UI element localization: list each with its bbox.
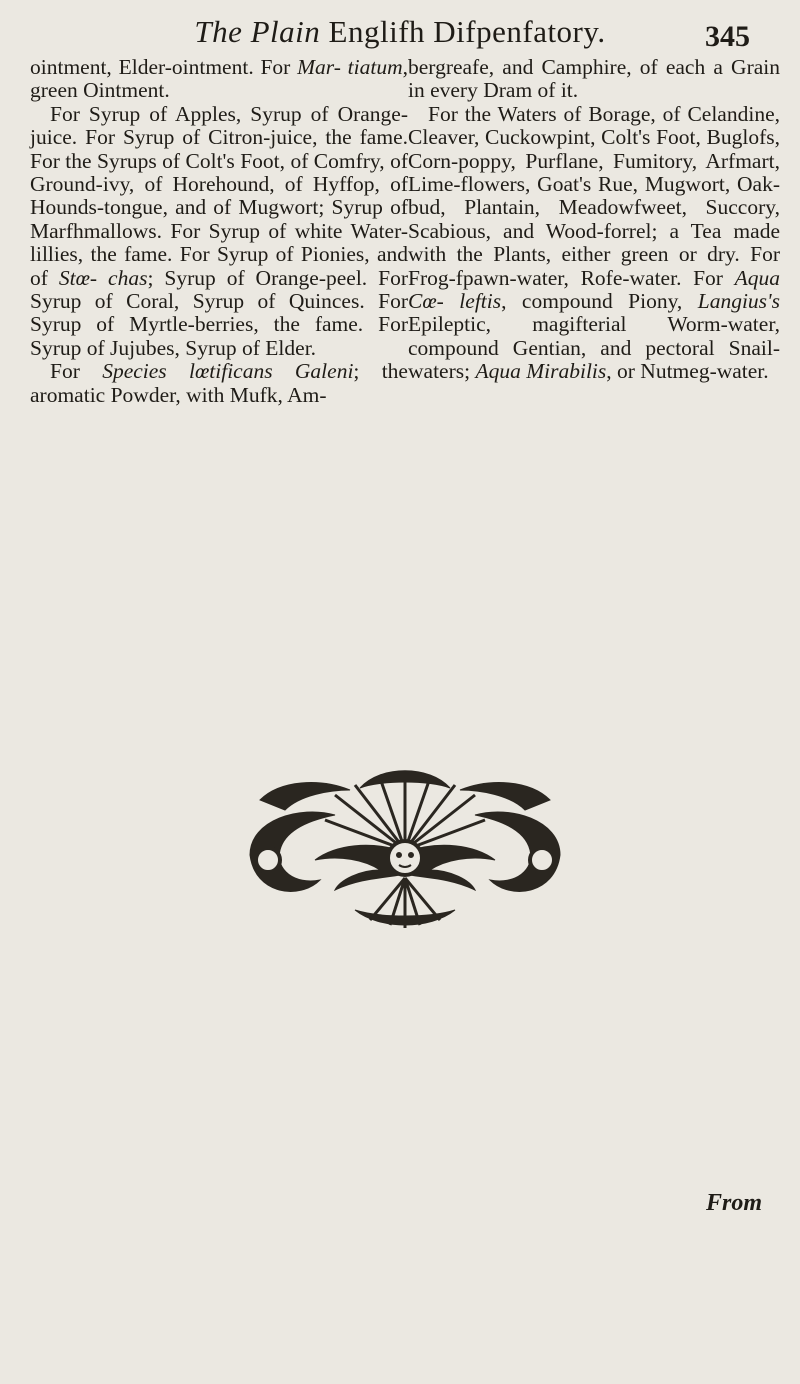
right-paragraph-2: [408, 103, 780, 384]
italic-run: Langius's: [697, 289, 780, 314]
italic-run: Mar-: [297, 55, 341, 79]
italic-run: Aqua Cœ-: [408, 265, 780, 314]
italic-run: tiatum: [347, 55, 403, 79]
right-column: [408, 56, 780, 384]
left-paragraph-2: [30, 103, 408, 360]
text-run: For the Waters of Borage, of Celandine, Cleaver, Cuckowpint, Colt's Foot, Buglofs, Corn-poppy, Purflane, Fumitory, Arfmart, Lime-flowers, Goat's Rue, Mugwort, Oak-bud, Plantain, Meadowfweet, Succory, Scabious, and Wood-forrel; a Tea made with the Plants, either green or dry. For Frog-fpawn-water, Rofe-water. For: [408, 101, 780, 290]
text-run: For: [50, 359, 103, 384]
italic-run: leftis: [459, 289, 502, 314]
text-run: , green Ointment.: [30, 55, 408, 103]
catchword: From: [706, 1190, 763, 1216]
text-run: , compound Piony,: [501, 289, 698, 314]
radiant-face-tailpiece-icon: [240, 760, 570, 930]
italic-run: Aqua Mirabilis: [475, 359, 607, 384]
text-run: , or Nutmeg-water.: [606, 359, 769, 384]
left-paragraph-1: [30, 56, 408, 103]
page-header: [0, 6, 800, 56]
page-number: 345: [705, 20, 750, 53]
text-run: ointment, Elder-ointment. For: [30, 55, 298, 79]
running-title: [0, 14, 800, 50]
text-run: For Syrup of Apples, Syrup of Orange-juice. For Syrup of Citron-juice, the fame. For the Syrups of Colt's Foot, of Comfry, of Ground-ivy, of Horehound, of Hyffop, of Hounds-tongue, and of Mugwort; Syrup of Marfhmallows. For Syrup of white Water-lillies, the fame. For Syrup of Pionies, and of: [30, 101, 408, 290]
italic-run: Stœ-: [58, 265, 98, 290]
italic-run: chas: [108, 265, 148, 290]
right-paragraph-1: bergreafe, and Camphire, of each a Grain in every Dram of it.: [408, 55, 780, 103]
running-title-rest: Englifh Difpenfatory.: [320, 14, 606, 49]
text-run: ; Syrup of Orange-peel. For Syrup of Coral, Syrup of Quinces. For Syrup of Myrtle-berries, the fame. For Syrup of Jujubes, Syrup of Elder.: [30, 265, 408, 360]
left-column: [30, 56, 408, 407]
text-run: Epileptic, magifterial Worm-water, compound Gentian, and pectoral Snail-waters;: [408, 312, 780, 384]
italic-run: Species lœtificans Galeni: [102, 359, 354, 384]
running-title-italic: The Plain: [194, 14, 321, 49]
text-run: ; the aromatic Powder, with Mufk, Am-: [30, 359, 408, 407]
left-paragraph-3: [30, 360, 408, 407]
